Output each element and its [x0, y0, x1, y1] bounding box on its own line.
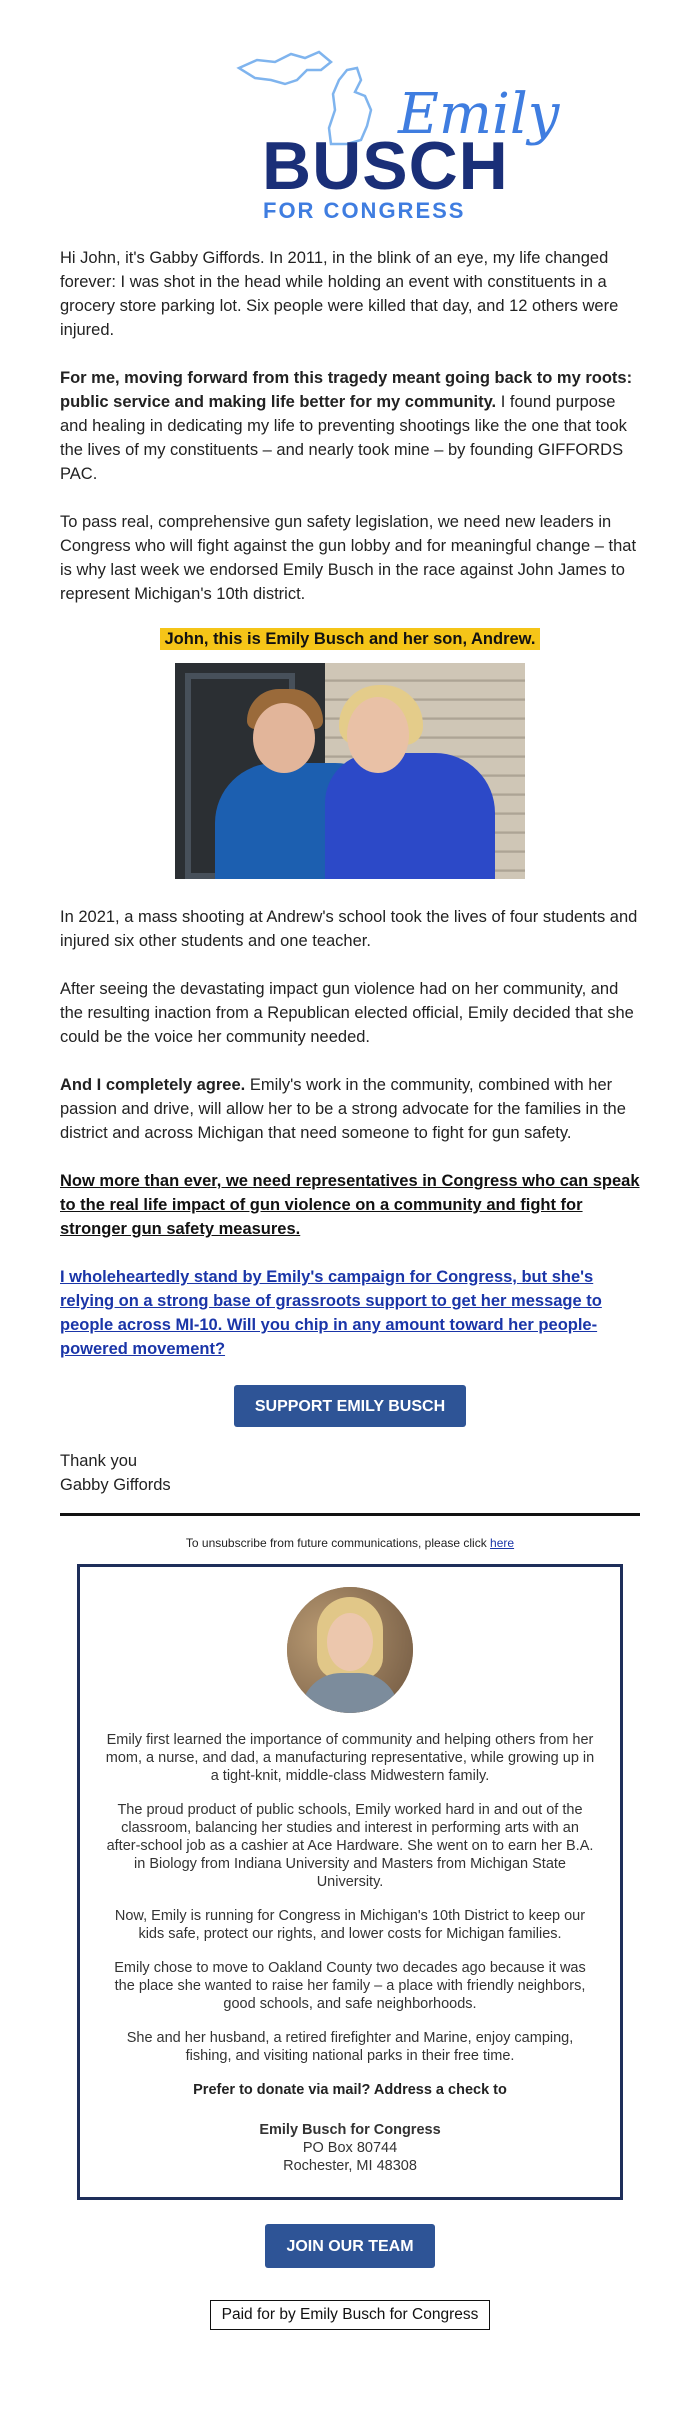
support-emily-busch-button[interactable]: SUPPORT EMILY BUSCH — [234, 1385, 466, 1427]
photo-andrew-face — [253, 703, 315, 773]
photo-caption-wrap — [60, 630, 640, 649]
paid-for-disclaimer: Paid for by Emily Busch for Congress — [210, 2300, 490, 2330]
bio-paragraph-family: Emily first learned the importance of community and helping others from her mom, a nurse, and dad, a manufacturing representative, while growing up in a tight-knit, middle-class Midwestern family. — [105, 1732, 595, 1784]
mail-address-line2: Rochester, MI 48308 — [283, 2158, 417, 2174]
signoff-thanks: Thank you — [60, 1452, 138, 1470]
campaign-logo — [60, 20, 640, 223]
candidate-avatar — [287, 1587, 413, 1713]
signoff-name: Gabby Giffords — [60, 1476, 171, 1494]
logo-first-name: Emily — [398, 82, 560, 147]
bio-paragraph-husband: She and her husband, a retired firefighter and Marine, enjoy camping, fishing, and visiting national parks in their free time. — [126, 2030, 574, 2064]
donate-by-mail-heading: Prefer to donate via mail? Address a check to — [193, 2082, 507, 2098]
join-our-team-button[interactable]: JOIN OUR TEAM — [265, 2224, 435, 2268]
mail-address-name: Emily Busch for Congress — [259, 2122, 441, 2138]
logo-tagline: FOR CONGRESS — [263, 198, 466, 223]
agree-bold-text: And I completely agree. — [60, 1076, 246, 1094]
emily-and-andrew-photo — [175, 663, 525, 879]
bio-paragraph-running: Now, Emily is running for Congress in Michigan's 10th District to keep our kids safe, protect our rights, and lower costs for Michigan families. — [114, 1908, 586, 1942]
footer-divider — [60, 1513, 640, 1516]
letter-paragraph-shooting: In 2021, a mass shooting at Andrew's school took the lives of four students and injured six other students and one teacher. — [60, 908, 638, 950]
agree-text: Emily's work in the community, combined with her passion and drive, will allow her to be a strong advocate for the families in the district and across Michigan that need someone to fight for gun safety. — [60, 1076, 626, 1142]
photo-caption-highlight: John, this is Emily Busch and her son, Andrew. — [160, 628, 539, 650]
letter-paragraph-intro: Hi John, it's Gabby Giffords. In 2011, in the blink of an eye, my life changed forever: I was shot in the head while holding an event with constituents in a grocery store parking lot. Six people were killed that day, and 12 others were injured. — [60, 249, 619, 339]
roots-text: I found purpose and healing in dedicating my life to preventing shootings like the one that took the lives of my constituents – and nearly took mine – by founding GIFFORDS PAC. — [60, 393, 627, 483]
letter-paragraph-roots — [60, 366, 640, 486]
unsubscribe-text: To unsubscribe from future communications, please click — [185, 1536, 491, 1550]
photo-emily — [325, 753, 495, 879]
logo-last-name: BUSCH — [262, 128, 509, 204]
roots-bold-text: For me, moving forward from this tragedy meant going back to my roots: public service and making life better for my community. — [60, 369, 633, 411]
letter-paragraph-impact: After seeing the devastating impact gun violence had on her community, and the resulting inaction from a Republican elected official, Emily decided that she could be the voice her community needed. — [60, 980, 634, 1046]
letter-body-continued — [60, 905, 640, 1361]
chip-in-link[interactable]: I wholeheartedly stand by Emily's campaign for Congress, but she's relying on a strong base of grassroots support to get her message to people across MI-10. Will you chip in any amount toward her people-powered movement? — [60, 1268, 602, 1358]
mail-address-line1: PO Box 80744 — [302, 2140, 398, 2156]
letter-paragraph-endorsement: To pass real, comprehensive gun safety legislation, we need new leaders in Congress who will fight against the gun lobby and for meaningful change – that is why last week we endorsed Emily Busch in the race against John James to represent Michigan's 10th district. — [60, 513, 637, 603]
avatar-face — [327, 1613, 373, 1671]
candidate-bio-box — [77, 1564, 623, 2200]
bio-paragraph-oakland: Emily chose to move to Oakland County two decades ago because it was the place she wanted to raise her family – a place with friendly neighbors, good schools, and safe neighborhoods. — [114, 1960, 586, 2012]
unsubscribe-link[interactable]: here — [490, 1536, 515, 1550]
letter-body — [60, 246, 640, 606]
unsubscribe-line — [60, 1536, 640, 1550]
photo-emily-face — [347, 697, 409, 773]
letter-paragraph-agree — [60, 1073, 640, 1145]
letter-paragraph-representatives: Now more than ever, we need representatives in Congress who can speak to the real life impact of gun violence on a community and fight for stronger gun safety measures. — [60, 1172, 640, 1238]
signoff — [60, 1449, 640, 1497]
bio-paragraph-education: The proud product of public schools, Emily worked hard in and out of the classroom, balancing her studies and interest in performing arts with an after-school job as a cashier at Ace Hardware. She went on to earn her B.A. in Biology from Indiana University and Masters from Michigan State University. — [106, 1802, 594, 1890]
